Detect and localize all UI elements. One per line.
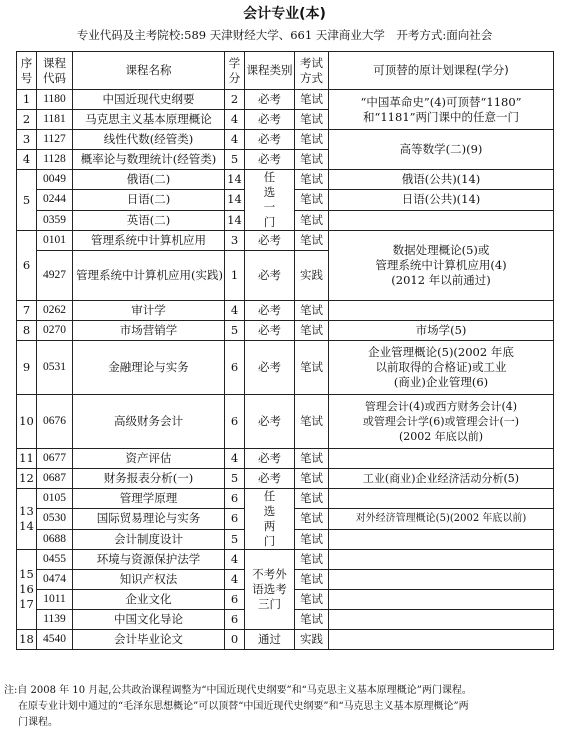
cell-code: 1011: [37, 590, 73, 610]
cell-credit: 4: [225, 570, 245, 590]
cell-seq: 7: [17, 301, 37, 321]
cell-credit: 4: [225, 130, 245, 150]
cell-replace: 对外经济管理概论(5)(2002 年底以前): [329, 509, 554, 529]
cell-type: 必考: [245, 231, 295, 251]
cell-replace: [329, 610, 554, 630]
cell-code: 0530: [37, 509, 73, 529]
table-row: [17, 321, 554, 341]
cell-name: 审计学: [73, 301, 225, 321]
replace-line: 管理会计(4)或西方财务会计(4): [364, 400, 518, 413]
cell-replace: [329, 301, 554, 321]
cell-replace: [329, 449, 554, 469]
cell-seq: 15 16 17: [17, 550, 37, 630]
cell-credit: 5: [225, 321, 245, 341]
cell-credit: 5: [225, 469, 245, 489]
cell-replace: 高等数学(二)(9): [329, 130, 554, 170]
cell-code: 0105: [37, 489, 73, 509]
footnote-line: 注:自 2008 年 10 月起,公共政治课程调整为“中国近现代史纲要”和“马克思主义基本原理概论”两门课程。: [4, 685, 472, 696]
cell-type: 必考: [245, 395, 295, 449]
cell-type: 必考: [245, 251, 295, 301]
cell-exam: 笔试: [295, 110, 329, 130]
cell-code: 1180: [37, 90, 73, 110]
cell-credit: 6: [225, 489, 245, 509]
cell-type: 必考: [245, 150, 295, 170]
footnote-line: 在原专业计划中通过的“毛泽东思想概论”可以顶替“中国近现代史纲要”和“马克思主义基本原理概论”两: [18, 701, 469, 712]
cell-name: 管理系统中计算机应用: [73, 231, 225, 251]
cell-seq: 12: [17, 469, 37, 489]
cell-name: 环境与资源保护法学: [73, 550, 225, 570]
table-row: [17, 90, 554, 110]
table-row: [17, 550, 554, 570]
table-row: [17, 341, 554, 395]
cell-code: 0677: [37, 449, 73, 469]
cell-replace: [329, 550, 554, 570]
cell-credit: 4: [225, 449, 245, 469]
cell-name: 国际贸易理论与实务: [73, 509, 225, 529]
cell-type: 必考: [245, 110, 295, 130]
table-row: [17, 170, 554, 190]
cell-name: 日语(二): [73, 190, 225, 210]
footnote-line: 门课程。: [18, 717, 58, 728]
cell-name: 会计毕业论文: [73, 630, 225, 650]
cell-replace: 工业(商业)企业经济活动分析(5): [329, 469, 554, 489]
cell-seq: 6: [17, 231, 37, 301]
cell-replace: [329, 90, 554, 130]
cell-name: 金融理论与实务: [73, 341, 225, 395]
cell-replace: [329, 395, 554, 449]
replace-line: (2002 年底以前): [398, 430, 484, 443]
cell-replace: [329, 210, 554, 230]
cell-exam: 笔试: [295, 130, 329, 150]
cell-exam: 笔试: [295, 590, 329, 610]
cell-exam: 笔试: [295, 449, 329, 469]
cell-credit: 6: [225, 395, 245, 449]
cell-exam: 笔试: [295, 210, 329, 230]
cell-type: 任选一门: [245, 170, 295, 231]
cell-name: 管理学原理: [73, 489, 225, 509]
cell-code: 0262: [37, 301, 73, 321]
page-subtitle: 专业代码及主考院校:589 天津财经大学、661 天津商业大学 开考方式:面向社会: [76, 28, 493, 42]
cell-credit: 4: [225, 110, 245, 130]
page-title: 会计专业(本): [243, 6, 326, 22]
cell-exam: 笔试: [295, 469, 329, 489]
cell-name: 英语(二): [73, 210, 225, 230]
cell-seq: 1: [17, 90, 37, 110]
header-type: 课程类别: [245, 52, 295, 90]
cell-credit: 5: [225, 150, 245, 170]
replace-line: 管理系统中计算机应用(4): [375, 258, 507, 272]
cell-seq: 5: [17, 170, 37, 231]
cell-replace: [329, 341, 554, 395]
replace-line: 以前取得的合格证)或工业: [375, 360, 507, 374]
cell-credit: 6: [225, 610, 245, 630]
cell-code: 1128: [37, 150, 73, 170]
replace-line: 数据处理概论(5)或: [392, 243, 490, 257]
header-name: 课程名称: [73, 52, 225, 90]
cell-credit: 2: [225, 90, 245, 110]
table-row: [17, 489, 554, 509]
cell-exam: 实践: [295, 630, 329, 650]
cell-replace: [329, 590, 554, 610]
cell-credit: 14: [225, 210, 245, 230]
header-credit: 学分: [225, 52, 245, 90]
cell-credit: 5: [225, 529, 245, 549]
cell-seq: 2: [17, 110, 37, 130]
cell-credit: 4: [225, 301, 245, 321]
cell-code: 1127: [37, 130, 73, 150]
table-row: [17, 301, 554, 321]
cell-seq: 13 14: [17, 489, 37, 550]
cell-replace: [329, 630, 554, 650]
cell-exam: 笔试: [295, 231, 329, 251]
cell-type: 必考: [245, 130, 295, 150]
cell-credit: 4: [225, 550, 245, 570]
cell-code: 0688: [37, 529, 73, 549]
cell-replace: [329, 489, 554, 509]
cell-exam: 笔试: [295, 150, 329, 170]
cell-code: 4927: [37, 251, 73, 301]
cell-exam: 实践: [295, 251, 329, 301]
cell-seq: 18: [17, 630, 37, 650]
cell-replace: 日语(公共)(14): [329, 190, 554, 210]
header-replace: 可顶替的原计划课程(学分): [329, 52, 554, 90]
cell-exam: 笔试: [295, 321, 329, 341]
cell-name: 中国文化导论: [73, 610, 225, 630]
cell-seq: 10: [17, 395, 37, 449]
cell-code: 0676: [37, 395, 73, 449]
cell-credit: 0: [225, 630, 245, 650]
cell-name: 知识产权法: [73, 570, 225, 590]
course-table: [16, 51, 554, 650]
replace-line: 和“1181”两门课中的任意一门: [362, 109, 520, 124]
cell-name: 中国近现代史纲要: [73, 90, 225, 110]
cell-exam: 笔试: [295, 529, 329, 549]
cell-code: 0101: [37, 231, 73, 251]
header-exam: 考试方式: [295, 52, 329, 90]
cell-name: 市场营销学: [73, 321, 225, 341]
cell-exam: 笔试: [295, 570, 329, 590]
replace-line: “中国革命史”(4)可顶替“1180”: [360, 94, 522, 109]
cell-code: 0049: [37, 170, 73, 190]
cell-code: 0359: [37, 210, 73, 230]
cell-exam: 笔试: [295, 301, 329, 321]
cell-code: 0531: [37, 341, 73, 395]
replace-line: (2012 年以前通过): [391, 273, 491, 287]
cell-credit: 6: [225, 341, 245, 395]
cell-code: 4540: [37, 630, 73, 650]
header-seq: 序号: [17, 52, 37, 90]
cell-exam: 笔试: [295, 550, 329, 570]
cell-seq: 4: [17, 150, 37, 170]
cell-exam: 笔试: [295, 610, 329, 630]
header-row: [17, 52, 554, 90]
cell-type: 必考: [245, 449, 295, 469]
cell-exam: 笔试: [295, 489, 329, 509]
cell-code: 0687: [37, 469, 73, 489]
cell-credit: 6: [225, 509, 245, 529]
table-row: [17, 449, 554, 469]
cell-code: 0244: [37, 190, 73, 210]
cell-code: 0474: [37, 570, 73, 590]
cell-replace: [329, 529, 554, 549]
cell-credit: 14: [225, 190, 245, 210]
cell-seq: 8: [17, 321, 37, 341]
cell-name: 俄语(二): [73, 170, 225, 190]
cell-type: 必考: [245, 90, 295, 110]
cell-replace: 俄语(公共)(14): [329, 170, 554, 190]
cell-code: 0270: [37, 321, 73, 341]
cell-code: 1181: [37, 110, 73, 130]
cell-credit: 1: [225, 251, 245, 301]
cell-type: 必考: [245, 341, 295, 395]
replace-line: 或管理会计学(6)或管理会计(一): [362, 415, 520, 428]
cell-name: 会计制度设计: [73, 529, 225, 549]
cell-type: 必考: [245, 469, 295, 489]
cell-replace: [329, 570, 554, 590]
table-row: [17, 130, 554, 150]
cell-credit: 3: [225, 231, 245, 251]
cell-name: 马克思主义基本原理概论: [73, 110, 225, 130]
cell-type: 必考: [245, 301, 295, 321]
cell-type: 通过: [245, 630, 295, 650]
table-row: [17, 395, 554, 449]
cell-credit: 6: [225, 590, 245, 610]
cell-seq: 9: [17, 341, 37, 395]
cell-type: 必考: [245, 321, 295, 341]
cell-replace: [329, 231, 554, 301]
cell-credit: 14: [225, 170, 245, 190]
cell-seq: 11: [17, 449, 37, 469]
cell-type: 不考外语选考三门: [245, 550, 295, 630]
cell-name: 财务报表分析(一): [73, 469, 225, 489]
cell-exam: 笔试: [295, 90, 329, 110]
cell-exam: 笔试: [295, 395, 329, 449]
cell-exam: 笔试: [295, 170, 329, 190]
cell-code: 0455: [37, 550, 73, 570]
footnote: [4, 683, 565, 731]
cell-code: 1139: [37, 610, 73, 630]
table-row: [17, 469, 554, 489]
cell-exam: 笔试: [295, 509, 329, 529]
table-row: [17, 231, 554, 251]
replace-line: (商业)企业管理(6): [393, 375, 489, 389]
cell-exam: 笔试: [295, 341, 329, 395]
table-row: [17, 630, 554, 650]
cell-name: 资产评估: [73, 449, 225, 469]
cell-type: 任选两门: [245, 489, 295, 550]
cell-exam: 笔试: [295, 190, 329, 210]
cell-name: 概率论与数理统计(经管类): [73, 150, 225, 170]
header-code: 课程代码: [37, 52, 73, 90]
cell-name: 线性代数(经管类): [73, 130, 225, 150]
cell-name: 高级财务会计: [73, 395, 225, 449]
cell-seq: 3: [17, 130, 37, 150]
cell-name: 管理系统中计算机应用(实践): [73, 251, 225, 301]
replace-line: 企业管理概论(5)(2002 年底: [368, 345, 514, 359]
cell-name: 企业文化: [73, 590, 225, 610]
cell-replace: 市场学(5): [329, 321, 554, 341]
